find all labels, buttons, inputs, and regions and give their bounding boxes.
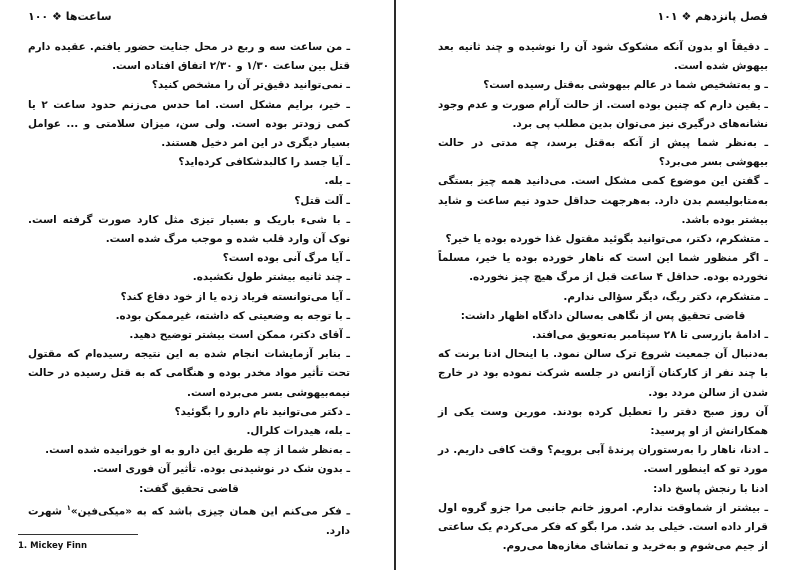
left-page-header — [28, 10, 350, 26]
paragraph: ـ آیا می‌توانسته فریاد زده یا از خود دفاع کند؟ — [120, 290, 350, 303]
paragraph: ـ آقای دکتر، ممکن است بیشتر توضیح دهید. — [129, 329, 350, 342]
paragraph: ـ چند ثانیه بیشتر طول نکشیده. — [192, 271, 350, 284]
left-page-body — [28, 38, 350, 541]
paragraph: ـ ادامهٔ بازرسی تا ۲۸ سپتامبر به‌تعویق می‌افتد. — [531, 329, 768, 342]
paragraph: ادنا با رنجش پاسخ داد: — [653, 482, 768, 495]
paragraph: ـ متشکرم، دکتر، می‌توانید بگوئید مقتول غذا خورده بوده یا خیر؟ — [445, 233, 768, 246]
left-header-pagenum-group — [28, 10, 112, 23]
paragraph: ـ به‌نظر شما از چه طریق این دارو به او خورانیده شده است. — [45, 444, 350, 457]
paragraph: ـ بنابر آزمایشات انجام شده به این نتیجه رسیده‌ام که مقتول تحت تأثیر مواد مخدر بوده و هنگامی که به قتل رسیده در حالت نیمه‌بیهوشی بسر می‌برده است. — [28, 348, 350, 399]
paragraph: ـ متشکرم، دکتر ریگ، دیگر سؤالی ندارم. — [563, 290, 768, 303]
paragraph: ـ آیا مرگ آنی بوده است؟ — [222, 252, 350, 265]
paragraph: ـ بله، هیدرات کلرال. — [246, 425, 350, 438]
paragraph: ـ ادنا، ناهار را به‌رستوران پرندهٔ آبی برویم؟ وقت کافی داریم. در مورد تو که اینطور است. — [438, 444, 768, 476]
paragraph: ـ آیا جسد را کالبدشکافی کرده‌اید؟ — [178, 156, 350, 169]
paragraph-last-end: شهرت دارد. — [28, 505, 350, 537]
left-running-title: ساعت‌ها — [65, 10, 112, 23]
right-page-number: ۱۰۱ — [657, 10, 678, 23]
paragraph: ـ یقین دارم که چنین بوده است. از حالت آرام صورت و عدم وجود نشانه‌های درگیری نیز می‌توان بدین مطلب پی برد. — [438, 98, 768, 130]
book-gutter — [390, 0, 400, 570]
right-page-body — [438, 38, 768, 556]
paragraph: به‌دنبال آن جمعیت شروع ترک سالن نمود. با اینحال ادنا برنت که با چند نفر از کارکنان آژانس در جلسه شرکت نموده بود در خارج شدن از سالن مردد بود. — [438, 348, 768, 399]
ornament-icon: ❖ — [52, 10, 62, 23]
paragraph: ـ آلت قتل؟ — [294, 194, 350, 207]
paragraph: ـ گفتن این موضوع کمی مشکل است. می‌دانید همه چیز بستگی به‌متابولیسم بدن دارد. به‌هرجهت حداقل حدود نیم ساعت و شاید بیشتر بوده باشد. — [438, 175, 768, 226]
right-page — [400, 0, 790, 570]
paragraph: ـ و به‌تشخیص شما در عالم بیهوشی به‌قتل رسیده است؟ — [483, 79, 768, 92]
paragraph: ـ اگر منظور شما این است که ناهار خورده بوده یا خیر، مسلماً نخورده بوده. حداقل ۴ ساعت قبل از مرگ هیچ چیز نخورده. — [438, 252, 768, 284]
footnote-marker: ۱ — [66, 503, 71, 512]
right-header-group — [657, 10, 768, 23]
paragraph: ـ بدون شک در نوشیدنی بوده. تأثیر آن فوری است. — [92, 463, 350, 476]
paragraph: ـ بله. — [324, 175, 350, 188]
paragraph: ـ خیر، برایم مشکل است. اما حدس می‌زنم حدود ساعت ۲ یا کمی زودتر بوده است. ولی سن، میزان سلامتی و ... عوامل بسیار دیگری در این امر دخیل هستند. — [28, 98, 350, 150]
left-page — [0, 0, 390, 570]
paragraph: ـ دقیقاً او بدون آنکه مشکوک شود آن را نوشیده و چند ثانیه بعد بیهوش شده است. — [438, 41, 768, 73]
paragraph: ـ دکتر می‌توانید نام دارو را بگوئید؟ — [174, 405, 350, 418]
paragraph: ـ با شیء باریک و بسیار تیزی مثل کارد صورت گرفته است. نوک آن وارد قلب شده و موجب مرگ شده است. — [28, 213, 350, 246]
paragraph-last-text: ـ فکر می‌کنم این همان چیزی باشد که به «میکی‌فین» — [70, 505, 350, 518]
right-page-header — [438, 10, 768, 26]
left-page-number: ۱۰۰ — [28, 10, 49, 23]
paragraph: ـ نمی‌توانید دقیق‌تر آن را مشخص کنید؟ — [151, 79, 350, 92]
footnote: 1. Mickey Finn — [18, 541, 88, 551]
paragraph: قاضی تحقیق پس از نگاهی به‌سالن دادگاه اظهار داشت: — [460, 309, 746, 322]
ornament-icon: ❖ — [681, 10, 692, 23]
paragraph: ـ به‌نظر شما پیش از آنکه به‌قتل برسد، چه مدتی در حالت بیهوشی بسر می‌برد؟ — [438, 137, 768, 169]
paragraph: آن روز صبح دفتر را تعطیل کرده بودند. مورین وست یکی از همکارانش از او پرسید: — [438, 405, 768, 438]
right-running-title: فصل پانزدهم — [695, 10, 768, 23]
paragraph: ـ من ساعت سه و ربع در محل جنایت حضور یافتم. عقیده دارم قتل بین ساعت ۱/۳۰ و ۲/۳۰ اتفاق افتاده است. — [28, 41, 350, 73]
footnote-rule — [18, 534, 138, 535]
paragraph: ـ بیشتر از شماوقت ندارم. امروز خانم جانبی مرا جزو گروه اول قرار داده است. خیلی بد شد. مرا بگو که فکر می‌کردم یک ساعتی از جیم می‌شوم و به‌خرید و تماشای مغازه‌ها می‌روم. — [438, 501, 768, 553]
paragraph: ـ با توجه به وضعیتی که داشته، غیرممکن بوده. — [115, 309, 350, 322]
paragraph: قاضی تحقیق گفت: — [139, 482, 239, 495]
